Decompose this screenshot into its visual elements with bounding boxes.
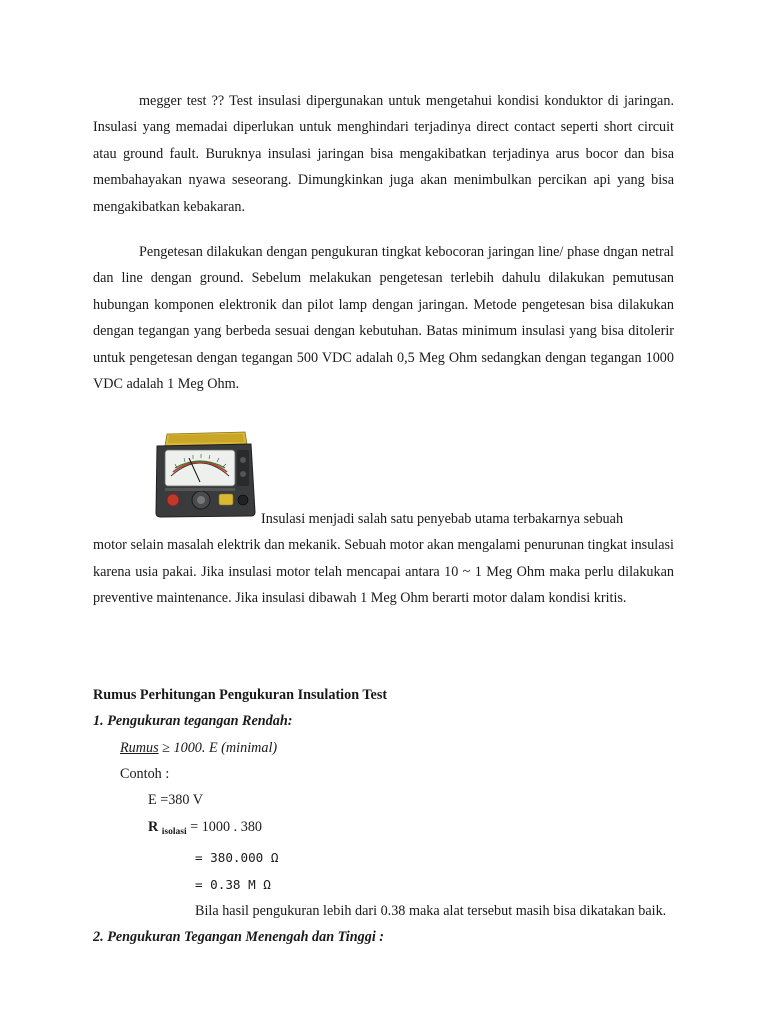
figure-block (93, 428, 674, 532)
voltage-value: E =380 V (148, 792, 204, 809)
heading-low-voltage: 1. Pengukuran tegangan Rendah: (93, 713, 293, 730)
example-label: Contoh : (120, 765, 170, 782)
resistance-formula (93, 814, 674, 845)
resistance-expression: = 1000 . 380 (186, 818, 263, 835)
document-page (93, 88, 674, 951)
paragraph-megger-intro: megger test ?? Test insulasi dipergunakan untuk mengetahui kondisi konduktor di jaringan. Insulasi yang memadai diperlukan untuk menghindari terjadinya direct contact seperti short circuit atau ground fault. Buruknya insulasi jaringan bisa mengakibatkan terjadinya arus bocor dan bisa membahayakan nyawa seseorang. Dimungkinkan juga akan menimbulkan percikan api yang bisa mengakibatkan kebakaran. (93, 93, 674, 215)
calculation-step-1: = 380.000 Ω (195, 850, 279, 866)
paragraph-insulation-cause-rest: motor selain masalah elektrik dan mekanik. Sebuah motor akan mengalami penurunan tingkat insulasi karena usia pakai. Jika insulasi motor telah mencapai antara 10 ~ 1 Meg Ohm maka perlu dilakukan preventive maintenance. Jika insulasi dibawah 1 Meg Ohm berarti motor dalam kondisi kritis. (93, 537, 674, 607)
formula-expression: ≥ 1000. E (minimal) (158, 739, 278, 756)
paragraph-insulation-cause-start: Insulasi menjadi salah satu penyebab utama terbakarnya sebuah (261, 511, 624, 528)
result-note: Bila hasil pengukuran lebih dari 0.38 maka alat tersebut masih bisa dikatakan baik. (195, 902, 667, 919)
formula-label: Rumus (120, 739, 159, 756)
formula-line (93, 735, 674, 761)
resistance-subscript: isolasi (161, 826, 187, 837)
resistance-symbol: R (148, 818, 159, 835)
calculation-step-2: = 0.38 M Ω (195, 876, 271, 892)
paragraph-testing-method: Pengetesan dilakukan dengan pengukuran tingkat kebocoran jaringan line/ phase dngan netral dan line dengan ground. Sebelum melakukan pengetesan terlebih dahulu dilakukan pemutusan hubungan komponen elektronik dan pilot lamp dengan jaringan. Metode pengetesan bisa dilakukan dengan tegangan yang berbeda sesuai dengan kebutuhan. Batas minimum insulasi yang bisa ditolerir untuk pengetesan dengan tegangan 500 VDC adalah 0,5 Meg Ohm sedangkan dengan tegangan 1000 VDC adalah 1 Meg Ohm. (93, 244, 674, 393)
insulation-tester-image (151, 428, 263, 520)
section-title: Rumus Perhitungan Pengukuran Insulation Test (93, 686, 388, 703)
heading-medium-high-voltage: 2. Pengukuran Tegangan Menengah dan Tinggi : (93, 929, 385, 946)
